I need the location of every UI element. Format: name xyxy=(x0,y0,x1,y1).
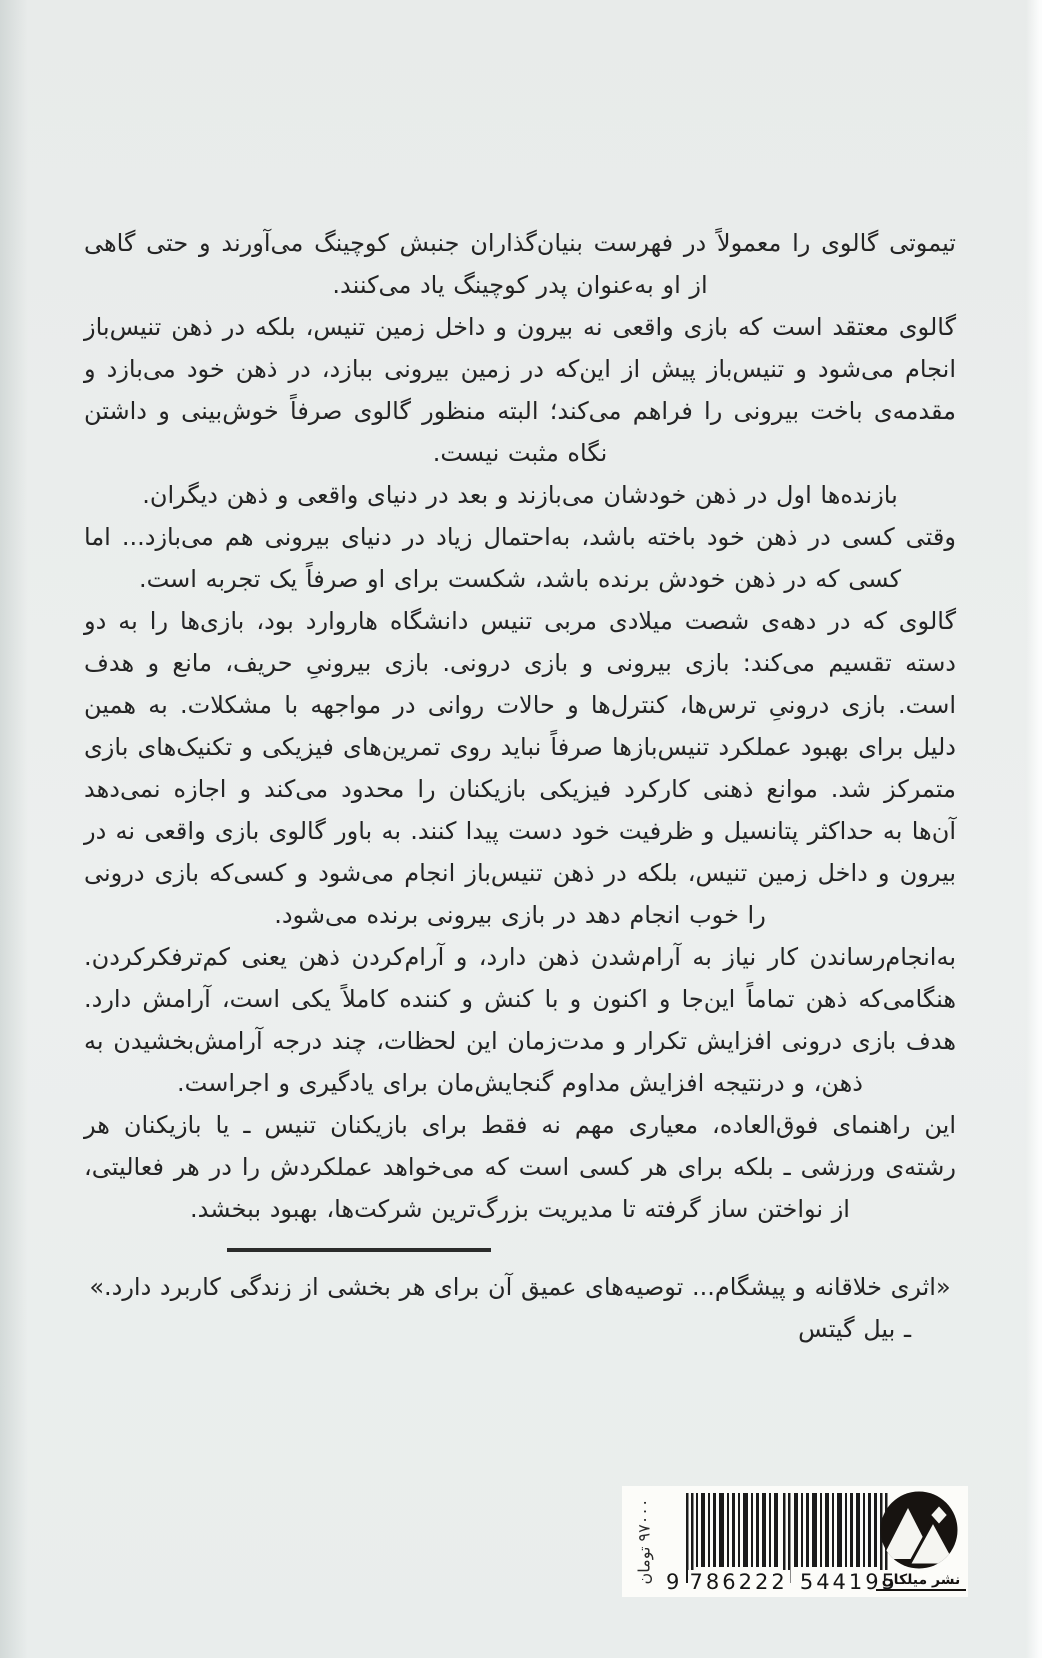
barcode-panel xyxy=(622,1486,968,1597)
price-label xyxy=(624,1486,664,1597)
blurb-paragraph: وقتی کسی در ذهن خود باخته باشد، به‌احتمال زیاد در دنیای بیرونی هم می‌بازد... اما کسی که در ذهن خودش برنده باشد، شکست برای او صرفاً یک تجربه است. xyxy=(84,523,956,593)
isbn-digit-group-2: 544195 xyxy=(799,1570,898,1594)
isbn-digit-group-1: 786222 xyxy=(689,1570,788,1594)
blurb-paragraph: به‌انجام‌رساندن کار نیاز به آرام‌شدن ذهن دارد، و آرام‌کردن ذهن یعنی کم‌ترفکرکردن. هنگامی‌که ذهن تماماً این‌جا و اکنون و با کنش و کننده کاملاً یکی است، آرامش دارد. هدف بازی درونی افزایش تکرار و مدت‌زمان این لحظات، چند درجه آرامش‌بخشیدن به ذهن، و درنتیجه افزایش مداوم گنجایش‌مان برای یادگیری و اجراست. xyxy=(84,943,956,1097)
quote-attribution: ـ بیل گیتس xyxy=(798,1315,911,1343)
isbn-prefix-digit: 9 xyxy=(666,1570,680,1594)
page-edge-shadow-left xyxy=(0,0,28,1658)
publisher-logo-icon xyxy=(880,1491,960,1571)
price-text: ۹۷۰۰۰ تومان xyxy=(634,1498,654,1585)
endorsement-quote: «اثری خلاقانه و پیشگام... توصیه‌های عمیق آن برای هر بخشی از زندگی کاربرد دارد.» xyxy=(89,1273,951,1301)
publisher-name: نشر میلکان xyxy=(876,1572,966,1591)
isbn-number xyxy=(666,1570,900,1594)
blurb-paragraph: بازنده‌ها اول در ذهن خودشان می‌بازند و بعد در دنیای واقعی و ذهن دیگران. xyxy=(142,481,898,509)
blurb-paragraph: گالوی که در دهه‌ی شصت میلادی مربی تنیس دانشگاه هاروارد بود، بازی‌ها را به دو دسته تقسیم می‌کند: بازی بیرونی و بازی درونی. بازی بیرونیِ حریف، مانع و هدف است. بازی درونیِ ترس‌ها، کنترل‌ها و حالات روانی در مواجهه با مشکلات. به همین دلیل برای بهبود عملکرد تنیس‌بازها صرفاً نباید روی تمرین‌های فیزیکی و تکنیک‌های بازی متمرکز شد. موانع ذهنی کارکرد فیزیکی بازیکنان را محدود می‌کند و اجازه نمی‌دهد آن‌ها به حداکثر پتانسیل و ظرفیت خود دست پیدا کنند. به باور گالوی بازی واقعی نه در بیرون و داخل زمین تنیس، بلکه در ذهن تنیس‌باز انجام می‌شود و کسی‌که بازی درونی را خوب انجام دهد در بازی بیرونی برنده می‌شود. xyxy=(84,607,956,929)
blurb-paragraph: این راهنمای فوق‌العاده، معیاری مهم نه فقط برای بازیکنان تنیس ـ یا بازیکنان هر رشته‌ی ورزشی ـ بلکه برای هر کسی است که می‌خواهد عملکردش را در هر فعالیتی، از نواختن ساز گرفته تا مدیریت بزرگ‌ترین شرکت‌ها، بهبود ببخشد. xyxy=(84,1111,956,1223)
divider-rule xyxy=(227,1248,491,1252)
page-edge-highlight-right xyxy=(1026,0,1042,1658)
blurb-paragraph: تیموتی گالوی را معمولاً در فهرست بنیان‌گذاران جنبش کوچینگ می‌آورند و حتی گاهی از او به‌عنوان پدر کوچینگ یاد می‌کنند. xyxy=(84,229,956,299)
back-cover-blurb xyxy=(84,222,956,1350)
blurb-paragraph: گالوی معتقد است که بازی واقعی نه بیرون و داخل زمین تنیس، بلکه در ذهن تنیس‌باز انجام می‌شود و تنیس‌باز پیش از این‌که در زمین بیرونی ببازد، در ذهن خود می‌بازد و مقدمه‌ی باخت بیرونی را فراهم می‌کند؛ البته منظور گالوی صرفاً خوش‌بینی و داشتن نگاه مثبت نیست. xyxy=(84,313,956,467)
